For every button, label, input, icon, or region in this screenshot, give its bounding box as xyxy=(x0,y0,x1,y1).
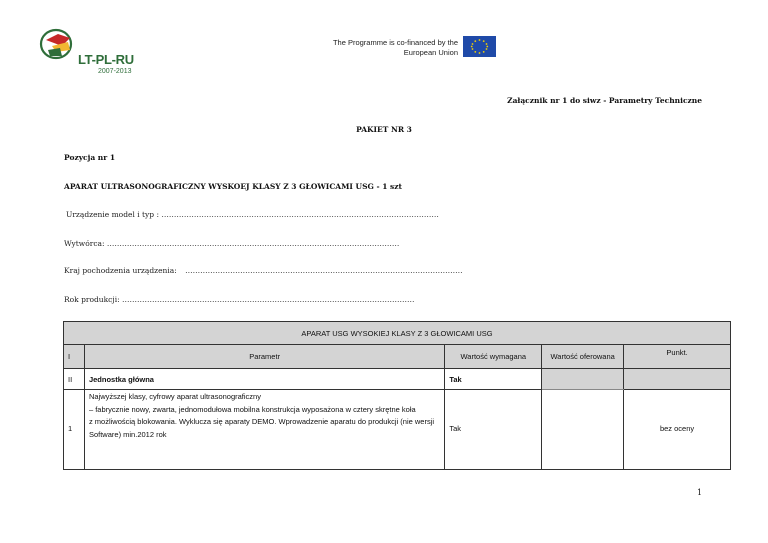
producer-dots: ……………………………………………………………………………………………………… xyxy=(106,239,400,248)
eu-flag-icon xyxy=(463,36,496,57)
row-num: 1 xyxy=(64,390,85,470)
eu-text-line1: The Programme is co-financed by the xyxy=(332,38,458,47)
eu-text-line2: European Union xyxy=(403,48,458,57)
position-label: Pozycja nr 1 xyxy=(64,153,116,162)
main-unit-label: Jednostka główna xyxy=(84,369,444,390)
row-desc-line3: z możliwością blokowania. Wyklucza się aparaty DEMO. Wprowadzenie aparatu do produkcji (nie wersji xyxy=(88,417,435,426)
model-field xyxy=(66,210,439,219)
package-title: PAKIET NR 3 xyxy=(356,125,412,134)
producer-label: Wytwórca: xyxy=(64,239,105,248)
year-label: Rok produkcji: xyxy=(64,295,120,304)
device-heading: APARAT ULTRASONOGRAFICZNY WYSKOEJ KLASY Z 3 GŁOWICAMI USG - 1 szt xyxy=(64,182,402,191)
logo-years: 2007-2013 xyxy=(98,68,132,75)
col-header-param: Parametr xyxy=(84,345,444,369)
row-points: bez oceny xyxy=(624,390,731,470)
main-unit-points xyxy=(624,369,731,390)
main-unit-offered[interactable] xyxy=(542,369,624,390)
row-desc-line1: Najwyższej klasy, cyfrowy aparat ultrasonograficzny xyxy=(88,392,261,401)
row-description xyxy=(84,390,444,470)
year-field xyxy=(64,295,415,304)
origin-dots: ………………………………………………………………………………………………… xyxy=(185,266,463,275)
origin-field xyxy=(64,266,463,275)
annex-title: Załącznik nr 1 do siwz - Parametry Techniczne xyxy=(507,96,702,105)
model-label: Urządzenie model i typ : xyxy=(66,210,159,219)
main-unit-num: II xyxy=(64,369,85,390)
main-unit-required: Tak xyxy=(445,369,542,390)
program-logo xyxy=(38,26,138,76)
producer-field xyxy=(64,239,399,248)
table-row xyxy=(64,390,731,470)
col-header-points: Punkt. xyxy=(624,345,731,369)
page-number: 1 xyxy=(697,488,703,497)
row-desc-line4: Software) min.2012 rok xyxy=(88,429,167,439)
row-offered[interactable] xyxy=(542,390,624,470)
table-row xyxy=(64,369,731,390)
model-dots: ………………………………………………………………………………………………… xyxy=(161,210,439,219)
origin-label: Kraj pochodzenia urządzenia: xyxy=(64,266,177,275)
spec-table xyxy=(63,321,731,470)
col-header-offered: Wartość oferowana xyxy=(542,345,624,369)
col-header-required: Wartość wymagana xyxy=(445,345,542,369)
eu-cofinance-text xyxy=(330,38,458,58)
logo-text: LT-PL-RU xyxy=(78,52,134,67)
col-header-num: I xyxy=(64,345,85,369)
year-dots: ……………………………………………………………………………………………………… xyxy=(122,295,415,304)
row-required: Tak xyxy=(445,390,542,470)
row-desc-line2: – fabrycznie nowy, zwarta, jednomodułowa mobilna konstrukcja wyposażona w cztery skrętne koła xyxy=(88,404,416,414)
table-title: APARAT USG WYSOKIEJ KLASY Z 3 GŁOWICAMI USG xyxy=(64,322,731,345)
table-title-row xyxy=(64,322,731,345)
table-header-row xyxy=(64,345,731,369)
